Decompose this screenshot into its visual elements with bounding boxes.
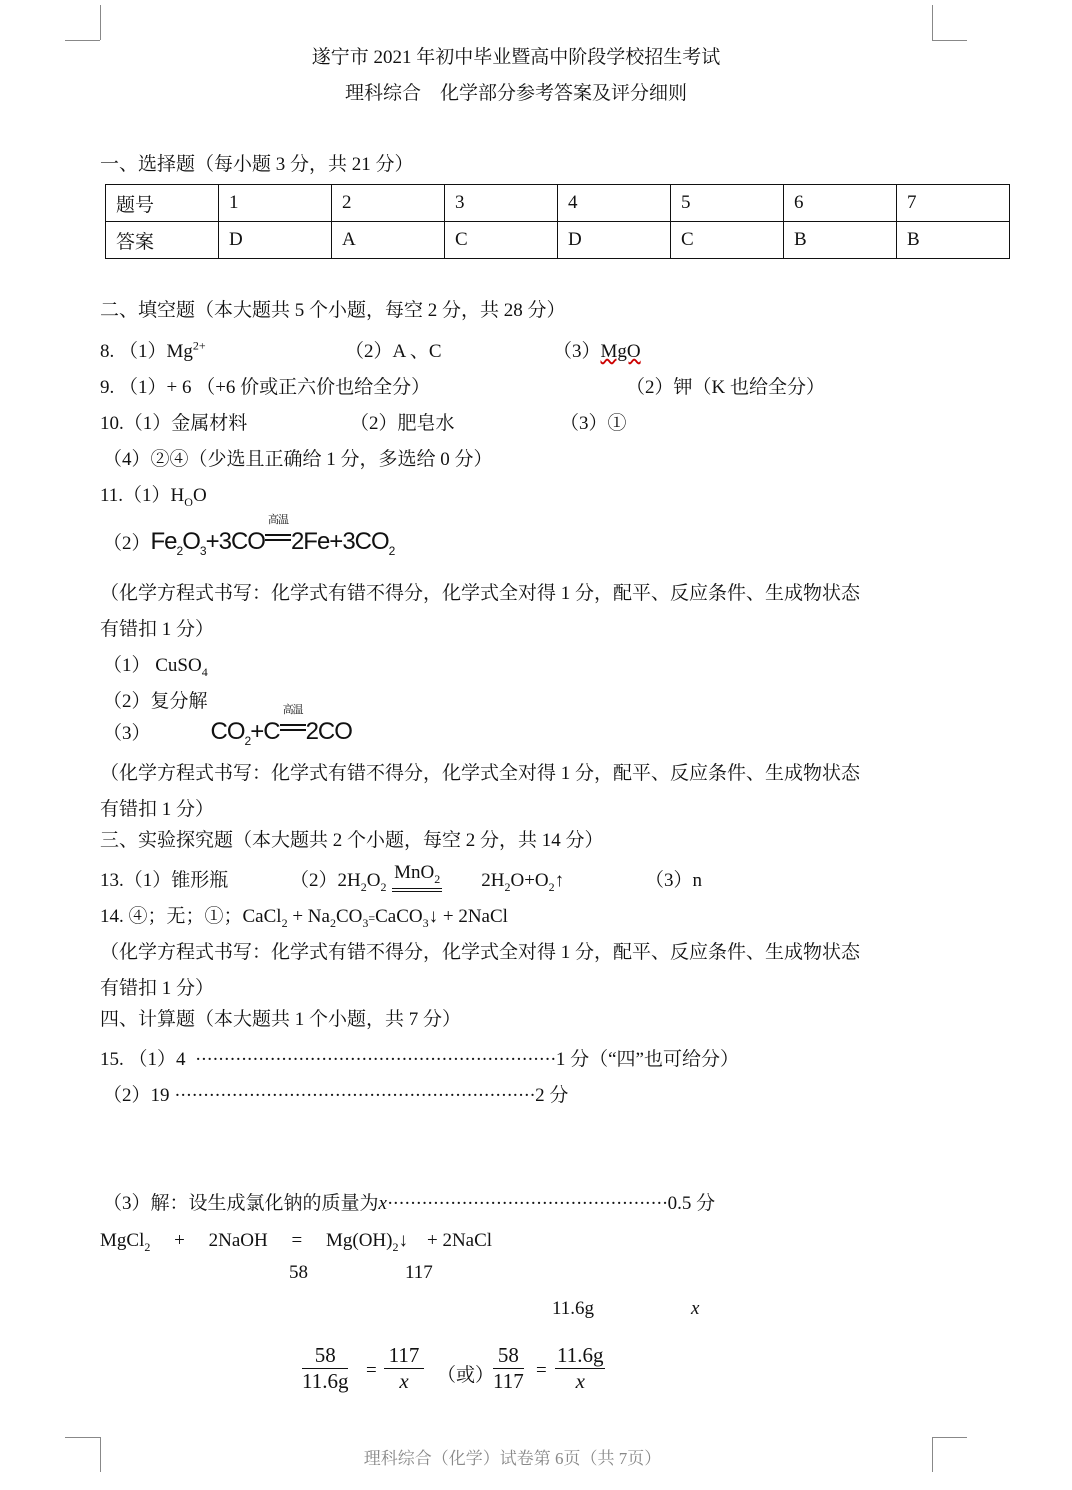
table-cell: 3: [445, 185, 558, 222]
q12-part1: （1） CuSO$_4$: [103, 655, 208, 679]
table-cell: A: [332, 222, 445, 259]
q15-part3: （3）解：设生成氯化钠的质量为x·················································0.5 分: [103, 1193, 716, 1214]
q11-note: （化学方程式书写：化学式有错不得分，化学式全对得 1 分，配平、反应条件、生成物状态: [100, 583, 861, 604]
table-cell: D: [219, 222, 332, 259]
fraction: $\frac{11.6g}{x}$: [557, 1343, 604, 1393]
q8-part3: （3）MgO: [553, 341, 641, 362]
table-cell: B: [897, 222, 1010, 259]
fraction: $\frac{58}{11.6g}$: [302, 1343, 349, 1393]
section-4-heading: 四、计算题（本大题共 1 个小题，共 7 分）: [100, 1009, 462, 1030]
page-subtitle: 理科综合 化学部分参考答案及评分细则: [344, 83, 687, 104]
table-cell: 7: [897, 185, 1010, 222]
equals-sign: =: [366, 1360, 377, 1381]
fraction: $\frac{117}{x}$: [384, 1343, 424, 1394]
q13-part1: 13.（1）锥形瓶: [100, 870, 229, 891]
table-cell: 2: [332, 185, 445, 222]
table-cell: 4: [558, 185, 671, 222]
table-row: [106, 185, 1010, 222]
q13-part3: （3）n: [645, 870, 703, 891]
q15-part1: 15. （1）4 ·······························································1 分（“四”也可给分）: [100, 1049, 739, 1070]
q15-part2: （2）19 ·······························································2 分: [103, 1085, 569, 1106]
table-cell: 1: [219, 185, 332, 222]
q12-equation: （3） $CO_2+C$ 高温 2CO: [103, 704, 352, 748]
q9-part1: 9. （1）+ 6 （+6 价或正六价也给全分）: [100, 377, 431, 398]
section-2-heading: 二、填空题（本大题共 5 个小题，每空 2 分，共 28 分）: [100, 300, 566, 321]
q12-note-cont: 有错扣 1 分）: [100, 799, 215, 820]
molar-mass-mgoh2: 58: [289, 1262, 308, 1283]
condition-high-temp: 高温: [265, 528, 291, 556]
table-cell: C: [671, 222, 784, 259]
section-3-heading: 三、实验探究题（本大题共 2 个小题，每空 2 分，共 14 分）: [100, 830, 604, 851]
q14-note: （化学方程式书写：化学式有错不得分，化学式全对得 1 分，配平、反应条件、生成物状态: [100, 942, 861, 963]
q12-part2: （2）复分解: [103, 691, 208, 712]
table-cell: 题号: [106, 185, 219, 222]
q10-part2: （2）肥皂水: [350, 413, 455, 434]
table-cell: D: [558, 222, 671, 259]
mass-mgoh2: 11.6g: [552, 1298, 595, 1319]
q12-note: （化学方程式书写：化学式有错不得分，化学式全对得 1 分，配平、反应条件、生成物状态: [100, 763, 861, 784]
table-cell: C: [445, 222, 558, 259]
q13-equation: $(2)2H_2O_2$ MnO$_2$ $2H_2O+O_2↑$: [290, 862, 565, 894]
molar-mass-nacl: 117: [405, 1262, 433, 1283]
table-row: [106, 222, 1010, 259]
q14-note-cont: 有错扣 1 分）: [100, 978, 215, 999]
q8-part2: （2）A 、C: [345, 341, 442, 362]
q9-part2: （2）钾（K 也给全分）: [626, 377, 825, 398]
q14-answer: 14. ④；无；①；CaCl$_2$ + $Na_2CO_3=CaCO_3↓$ + 2NaCl: [100, 906, 508, 930]
q10-part4: （4）②④（少选且正确给 1 分，多选给 0 分）: [103, 449, 493, 470]
q8-part1: 8. $(1)Mg^{2+}$: [100, 338, 206, 362]
equals-sign: =: [536, 1360, 547, 1381]
table-cell: B: [784, 222, 897, 259]
section-1-heading: 一、选择题（每小题 3 分，共 21 分）: [100, 154, 414, 175]
table-cell: 5: [671, 185, 784, 222]
q11-part1: $11.(1)H_OO$: [100, 485, 207, 509]
reaction-equation: MgCl$_2$ + 2NaOH = $Mg(OH)_2↓$ + 2NaCl: [100, 1230, 493, 1254]
or-label: （或）: [437, 1365, 495, 1386]
fraction: $\frac{58}{117}$: [493, 1343, 524, 1393]
answer-table: [105, 184, 1010, 259]
mass-nacl: x: [691, 1298, 700, 1319]
q11-equation: $(2)Fe_2O_3+3CO$ 高温 $2Fe+3CO_2$: [103, 514, 395, 558]
page-footer: 理科综合（化学）试卷第 6页（共 7页）: [363, 1449, 662, 1468]
page-title: 遂宁市 2021 年初中毕业暨高中阶段学校招生考试: [311, 47, 721, 68]
table-cell: 6: [784, 185, 897, 222]
q10-part1: 10.（1）金属材料: [100, 413, 248, 434]
q10-part3: （3）①: [560, 413, 627, 434]
table-cell: 答案: [106, 222, 219, 259]
q11-note-cont: 有错扣 1 分）: [100, 619, 215, 640]
condition-high-temp: 高温: [280, 718, 306, 746]
